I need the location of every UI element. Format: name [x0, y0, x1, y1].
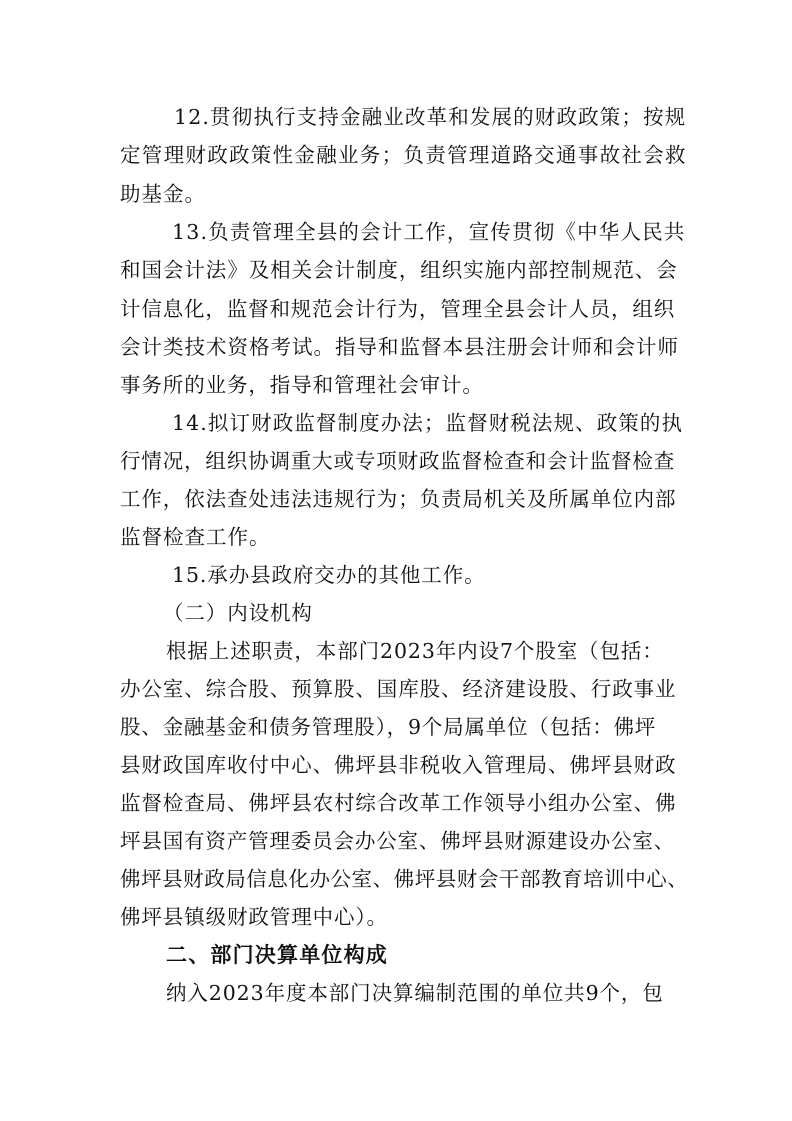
paragraph-13-line-5: 事务所的业务，指导和管理社会审计。	[120, 373, 484, 397]
paragraph-14-line-4: 监督检查工作。	[120, 525, 271, 549]
paragraph-12-line-2: 定管理财政政策性金融业务；负责管理道路交通事故社会救	[120, 143, 687, 167]
paragraph-13-line-1: 13.负责管理全县的会计工作，宣传贯彻《中华人民共	[172, 220, 686, 244]
unit-composition-line-1: 纳入2023年度本部门决算编制范围的单位共9个，包	[166, 981, 664, 1005]
internal-units-line-5: 监督检查局、佛坪县农村综合改革工作领导小组办公室、佛	[120, 791, 677, 815]
section-subheading-internal-units: （二）内设机构	[163, 601, 313, 625]
internal-units-line-7: 佛坪县财政局信息化办公室、佛坪县财会干部教育培训中心、	[120, 867, 689, 891]
paragraph-13-line-3: 计信息化，监督和规范会计行为，管理全县会计人员，组织	[120, 297, 676, 321]
paragraph-13-line-4: 会计类技术资格考试。指导和监督本县注册会计师和会计师	[120, 335, 679, 359]
paragraph-12-line-1: 12.贯彻执行支持金融业改革和发展的财政政策；按规	[174, 105, 687, 129]
internal-units-line-1: 根据上述职责，本部门2023年内设7个股室（包括：	[166, 639, 664, 663]
paragraph-15-line-1: 15.承办县政府交办的其他工作。	[172, 563, 486, 587]
paragraph-14-line-2: 行情况，组织协调重大或专项财政监督检查和会计监督检查	[120, 449, 676, 473]
section-heading-unit-composition: 二、部门决算单位构成	[166, 943, 388, 967]
internal-units-line-8: 佛坪县镇级财政管理中心）。	[120, 905, 388, 929]
paragraph-12-line-3: 助基金。	[120, 182, 206, 206]
internal-units-line-6: 坪县国有资产管理委员会办公室、佛坪县财源建设办公室、	[120, 829, 676, 853]
paragraph-14-line-3: 工作，依法查处违法违规行为；负责局机关及所属单位内部	[120, 487, 677, 511]
internal-units-line-4: 县财政国库收付中心、佛坪县非税收入管理局、佛坪县财政	[120, 753, 677, 777]
paragraph-14-line-1: 14.拟订财政监督制度办法；监督财税法规、政策的执	[172, 411, 684, 435]
internal-units-line-2: 办公室、综合股、预算股、国库股、经济建设股、行政事业	[120, 677, 677, 701]
internal-units-line-3: 股、金融基金和债务管理股），9个局属单位（包括：佛坪	[120, 715, 657, 739]
paragraph-13-line-2: 和国会计法》及相关会计制度，组织实施内部控制规范、会	[120, 258, 678, 282]
